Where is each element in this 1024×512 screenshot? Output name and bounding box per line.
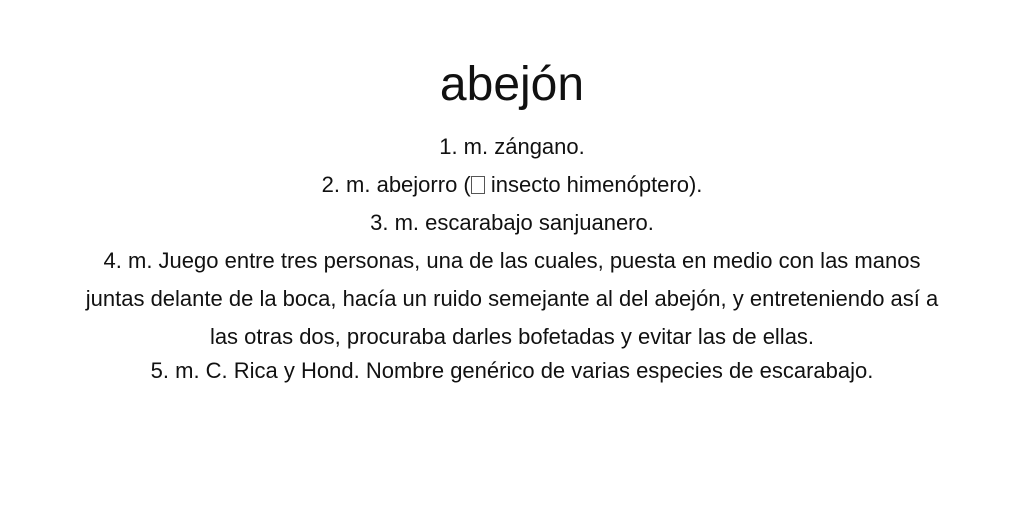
definition-1: 1. m. zángano. <box>439 134 585 159</box>
definition-2-prefix: 2. m. abejorro ( <box>321 172 471 197</box>
definition-4: 4. m. Juego entre tres personas, una de las cuales, puesta en medio con las manos juntas delante de la boca, hacía un ruido semejante al del abejón, y entreteniendo así a las otras dos, procuraba darles bofetadas y evitar las de ellas. <box>85 248 939 349</box>
definition-list <box>80 128 944 386</box>
definition-5: 5. m. C. Rica y Hond. Nombre genérico de varias especies de escarabajo. <box>150 358 874 383</box>
missing-glyph-icon <box>471 176 485 194</box>
definition-2 <box>80 166 944 204</box>
definition-3: 3. m. escarabajo sanjuanero. <box>370 210 654 235</box>
definition-2-suffix: insecto himenóptero). <box>484 172 703 197</box>
headword: abejón <box>439 58 585 111</box>
